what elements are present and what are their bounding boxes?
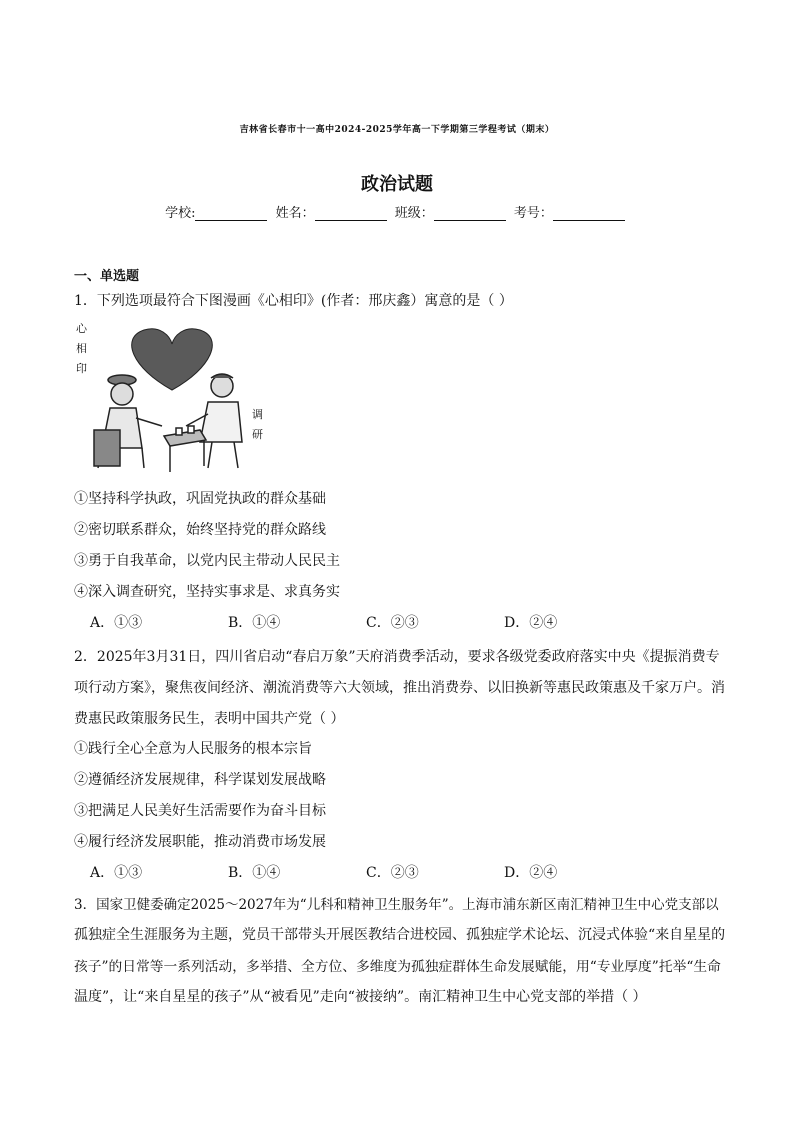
label-yin: 印 [76, 362, 87, 375]
q3-line-1: 3．国家卫健委确定2025～2027年为“儿科和精神卫生服务年”。上海市浦东新区南汇精神卫生中心党支部以 [74, 897, 719, 913]
exam-number-label: 考号： [513, 206, 553, 221]
table-shape [164, 426, 206, 472]
label-yan: 研 [252, 428, 263, 441]
name-blank[interactable] [315, 208, 387, 221]
class-blank[interactable] [434, 208, 506, 221]
exam-number-blank[interactable] [553, 208, 625, 221]
exam-title: 吉林省长春市十一高中2024-2025学年高一下学期第三学程考试（期末） [239, 125, 555, 135]
q2-line-3: 费惠民政策服务民生，表明中国共产党（ ） [74, 711, 345, 727]
q1-choices [90, 612, 642, 632]
q1-choice-d[interactable]: D．②④ [504, 615, 558, 631]
q1-option-2: ②密切联系群众，始终坚持党的群众路线 [74, 522, 326, 538]
q2-option-3: ③把满足人民美好生活需要作为奋斗目标 [74, 803, 326, 819]
school-label: 学校: [165, 206, 196, 221]
q2-choice-c[interactable]: C．②③ [366, 865, 419, 881]
student-info-line [0, 202, 794, 221]
q1-stem: 1．下列选项最符合下图漫画《心相印》(作者：邢庆鑫）寓意的是（ ） [74, 293, 513, 309]
q2-choices [90, 862, 642, 882]
q2-option-1: ①践行全心全意为人民服务的根本宗旨 [74, 741, 312, 757]
section-heading: 一、单选题 [74, 269, 140, 284]
right-official-figure [186, 374, 242, 468]
left-farmer-figure [94, 375, 162, 468]
q1-choice-a[interactable]: A．①③ [90, 615, 143, 631]
exam-subtitle: 政治试题 [361, 174, 433, 195]
q3-line-2: 孤独症全生涯服务为主题，党员干部带头开展医教结合进校园、孤独症学术论坛、沉浸式体验“来自星星的 [74, 927, 726, 943]
class-label: 班级： [394, 206, 434, 221]
q2-choice-d[interactable]: D．②④ [504, 865, 558, 881]
q2-option-4: ④履行经济发展职能，推动消费市场发展 [74, 834, 326, 850]
label-xiang: 相 [76, 342, 87, 355]
q2-line-2: 项行动方案》，聚焦夜间经济、潮流消费等六大领域，推出消费券、以旧换新等惠民政策惠及千家万户。消 [74, 680, 725, 696]
q2-option-2: ②遵循经济发展规律，科学谋划发展战略 [74, 772, 326, 788]
label-diao: 调 [252, 408, 263, 421]
heart-shape [132, 329, 213, 390]
q2-line-1: 2．2025年3月31日，四川省启动“春启万象”天府消费季活动，要求各级党委政府落实中央《提振消费专 [74, 649, 720, 665]
q1-option-4: ④深入调查研究，坚持实事求是、求真务实 [74, 584, 340, 600]
school-blank[interactable] [195, 208, 267, 221]
name-label: 姓名： [275, 206, 315, 221]
q2-choice-b[interactable]: B．①④ [228, 865, 281, 881]
q2-choice-a[interactable]: A．①③ [90, 865, 143, 881]
q3-line-3: 孩子”的日常等一系列活动，多举措、全方位、多维度为孤独症群体生命发展赋能，用“专业厚度”托举“生命 [74, 959, 721, 975]
q1-choice-b[interactable]: B．①④ [228, 615, 281, 631]
cartoon-image [72, 318, 270, 478]
q1-choice-c[interactable]: C．②③ [366, 615, 419, 631]
q1-option-1: ①坚持科学执政，巩固党执政的群众基础 [74, 491, 326, 507]
label-xin: 心 [76, 322, 87, 335]
q3-line-4: 温度”，让“来自星星的孩子”从“被看见”走向“被接纳”。南汇精神卫生中心党支部的举措（ ） [74, 989, 647, 1005]
q1-option-3: ③勇于自我革命，以党内民主带动人民民主 [74, 553, 340, 569]
